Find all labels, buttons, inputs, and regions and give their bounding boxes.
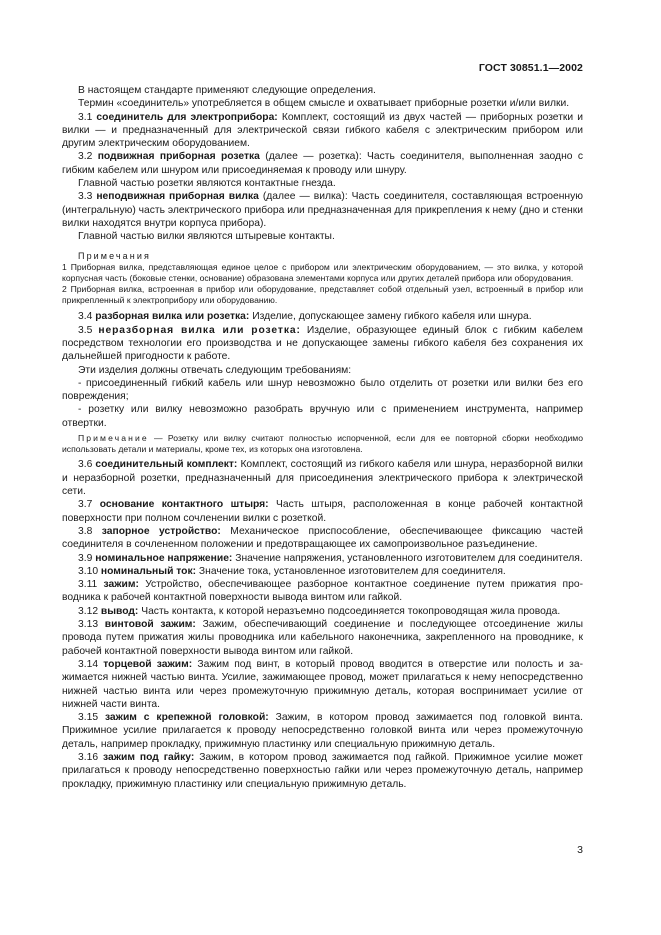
definition-3-5: 3.5 неразборная вилка или розетка: Изделие, образующее единый блок с гибким кабелем посредством технологии его производства и не допускающее замены гибкого кабеля без сохранения их дальнейшей пригодности к работе. <box>62 324 583 363</box>
definition-3-4: 3.4 разборная вилка или розетка: Изделие, допускающее замену гибкого кабеля или шнура. <box>78 311 532 323</box>
definition-3-1: 3.1 соединитель для электроприбора: Комплект, состоящий из двух частей — приборных розетки и вилки — и предназначенный для электрической связи гибкого кабеля с электрическим прибором или другим электрическим оборудованием. <box>62 111 583 150</box>
definition-3-12: 3.12 вывод: Часть контакта, к которой неразъемно подсоединяется токопроводящая жила провода. <box>78 605 561 617</box>
term: торцевой зажим: <box>103 658 193 670</box>
requirement-1: - присоединенный гибкий кабель или шнур невозможно было отделить от розетки или вилки без его повреждения; <box>62 377 583 403</box>
notes-title: Примечания <box>78 250 151 261</box>
definition-3-11: 3.11 зажим: Устройство, обеспечивающее разборное контактное соединение путем прижатия проводника к рабочей контактной поверхности вывода винтом или гайкой. <box>62 579 583 604</box>
definition-3-3: 3.3 неподвижная приборная вилка (далее — вилка): Часть соединителя, составляющая встроенную (интегральную) часть электрического прибора или предназначенная для прикрепления к нему (дно и стенки вилки находятся внутри корпуса прибора). <box>62 191 583 229</box>
requirement-2: - розетку или вилку невозможно разобрать вручную или с применением инструмента, например отвертки. <box>62 404 583 429</box>
term: соединитель для электроприбора: <box>96 111 278 123</box>
plug-main-part: Главной частью вилки являются штыревые контакты. <box>78 231 335 243</box>
term: подвижная приборная розетка <box>97 151 260 163</box>
definition-3-15: 3.15 зажим с крепежной головкой: Зажим, в котором провод зажимается под головкой винта. Прижимное усилие прилагается к проводу непосредственно головкой винта или через промежуточную деталь, например прокладку, прижимную пластинку или специальную прижимную деталь. <box>62 712 583 750</box>
definition-3-10: 3.10 номинальный ток: Значение тока, установленное изготовителем для соединителя. <box>78 565 506 577</box>
definition-3-2: 3.2 подвижная приборная розетка (далее — розетка): Часть соединителя, выполненная заодно с гибким кабелем или шнуром или присоединяемая к проводу или шнуру. <box>62 151 583 176</box>
term: основание контактного штыря: <box>99 499 269 511</box>
term: зажим под гайку: <box>103 751 195 763</box>
term: неразборная вилка или розетка: <box>98 324 301 336</box>
definition-3-13: 3.13 винтовой зажим: Зажим, обеспечивающий соединение и последующее отсоединение жилы провода путем прижатия жилы проводника или кабельного наконечника, закрепленного на проводнике, к рабочей контактной поверхности вывода винтом или гайкой. <box>62 619 584 657</box>
term: винтовой зажим: <box>104 619 196 631</box>
term: разборная вилка или розетка: <box>95 311 250 323</box>
term: зажим с крепежной головкой: <box>104 712 269 724</box>
socket-main-part: Главной частью розетки являются контактные гнезда. <box>78 178 336 190</box>
page-number: 3 <box>577 844 583 856</box>
term: зажим: <box>103 579 139 591</box>
term: вывод: <box>100 605 139 617</box>
intro-paragraph-1: В настоящем стандарте применяют следующие определения. <box>78 85 376 96</box>
definition-3-6: 3.6 соединительный комплект: Комплект, состоящий из гибкого кабеля или шнура, неразборной вилки и неразборной розетки, предназначенный для присоединения электрического прибора к электрической сети. <box>62 459 583 498</box>
definition-3-9: 3.9 номинальное напряжение: Значение напряжения, установленного изготовителем для соединителя. <box>78 552 583 564</box>
note-2: 2 Приборная вилка, встроенная в прибор или оборудование, представляет собой отдельный узел, встроенный в прибор или прикрепленный к электроприбору или оборудованию. <box>62 283 583 306</box>
term: неподвижная приборная вилка <box>96 191 259 203</box>
inline-note: Примечание — Розетку или вилку считают полностью испорченной, если для ее повторной сборки необходимо использовать детали и материалы, кроме тех, из которых она изготовлена. <box>62 433 583 455</box>
definition-3-14: 3.14 торцевой зажим: Зажим под винт, в который провод вводится в отверстие или полость и зажимается нижней частью винта. Усилие, зажимающее провод, может прилагаться к нему непосредственно нижней частью винта или через промежуточную прижимную деталь, которая воспринимает усилие от нижней части винта. <box>62 658 583 710</box>
term: соединительный комплект: <box>95 459 238 471</box>
term: номинальное напряжение: <box>95 552 233 564</box>
intro-paragraph-2: Термин «соединитель» употребляется в общем смысле и охватывает приборные розетки и/или вилки. <box>78 98 570 110</box>
note-1: 1 Приборная вилка, представляющая единое целое с прибором или электрическим оборудованием, — это вилка, у которой корпусная часть (боковые стенки, основание) образована элементами корпуса или других деталей прибора или оборудования. <box>62 261 583 283</box>
requirements-intro: Эти изделия должны отвечать следующим требованиям: <box>78 364 352 376</box>
term: запорное устройство: <box>101 525 221 537</box>
definition-3-16: 3.16 зажим под гайку: Зажим, в котором провод зажимается под гайкой. Прижимное усилие может прилагаться к проводу непосредственно поверхностью гайки или через промежуточную деталь, например прокладку, прижимную пластинку или специальную прижимную деталь. <box>62 751 584 790</box>
document-body <box>62 84 583 791</box>
definition-3-7: 3.7 основание контактного штыря: Часть штыря, расположенная в конце рабочей контактной поверхности при полном сочленении вилки с розеткой. <box>62 499 583 524</box>
definition-3-8: 3.8 запорное устройство: Механическое приспособление, обеспечивающее фиксацию частей соединителя в сочлененном положении и предотвращающее их самопроизвольное разъединение. <box>62 525 584 551</box>
term: номинальный ток: <box>100 565 197 577</box>
document-standard-header: ГОСТ 30851.1—2002 <box>478 62 583 74</box>
